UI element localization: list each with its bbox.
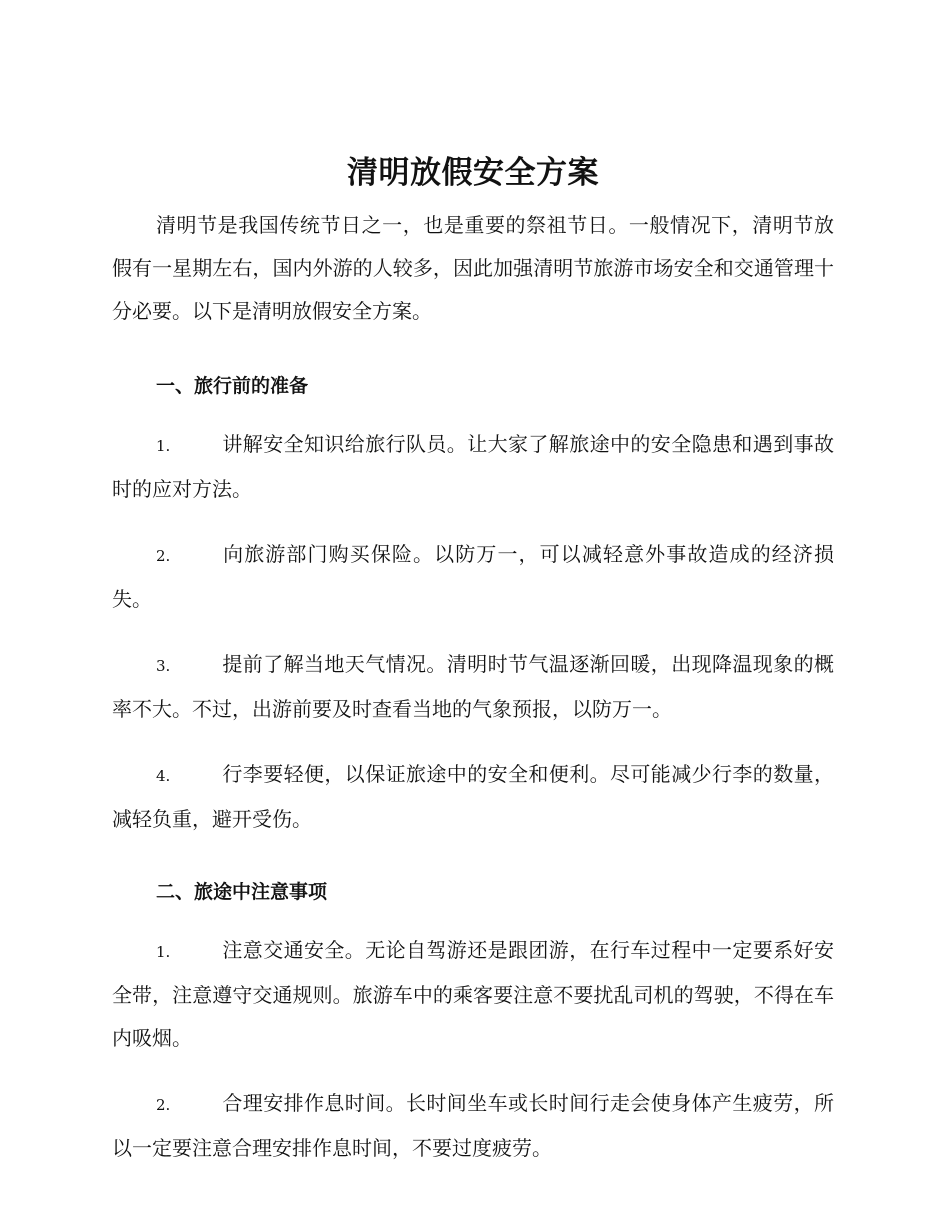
list-item-text: 注意交通安全。无论自驾游还是跟团游，在行车过程中一定要系好安全带，注意遵守交通规则。旅游车中的乘客要注意不要扰乱司机的驾驶，不得在车内吸烟。: [112, 938, 834, 1050]
intro-paragraph: 清明节是我国传统节日之一，也是重要的祭祖节日。一般情况下，清明节放假有一星期左右，国内外游的人较多，因此加强清明节旅游市场安全和交通管理十分必要。以下是清明放假安全方案。: [112, 213, 834, 323]
list-item: [112, 929, 834, 1060]
list-item: [112, 423, 834, 511]
list-item: [112, 533, 834, 621]
document-title: 清明放假安全方案: [347, 155, 599, 191]
list-item-text: 向旅游部门购买保险。以防万一，可以减轻意外事故造成的经济损失。: [112, 542, 834, 611]
list-item-number: 4.: [156, 767, 171, 785]
section-heading-preparation: 一、旅行前的准备: [156, 375, 309, 397]
list-item-number: 1.: [156, 943, 171, 961]
list-item: [112, 643, 834, 731]
list-item-number: 3.: [156, 657, 171, 675]
list-item-text: 合理安排作息时间。长时间坐车或长时间行走会使身体产生疲劳，所以一定要注意合理安排作息时间，不要过度疲劳。: [112, 1091, 834, 1160]
list-item-text: 行李要轻便，以保证旅途中的安全和便利。尽可能减少行李的数量，减轻负重，避开受伤。: [112, 762, 834, 831]
list-item-text: 提前了解当地天气情况。清明时节气温逐渐回暖，出现降温现象的概率不大。不过，出游前要及时查看当地的气象预报，以防万一。: [112, 652, 834, 721]
list-item: [112, 1082, 834, 1170]
document-page: [112, 150, 834, 1170]
list-item-text: 讲解安全知识给旅行队员。让大家了解旅途中的安全隐患和遇到事故时的应对方法。: [112, 432, 834, 501]
list-item-number: 1.: [156, 437, 171, 455]
list-item-number: 2.: [156, 1096, 171, 1114]
list-item-number: 2.: [156, 547, 171, 565]
section-heading-during-trip: 二、旅途中注意事项: [156, 881, 328, 903]
list-item: [112, 753, 834, 841]
